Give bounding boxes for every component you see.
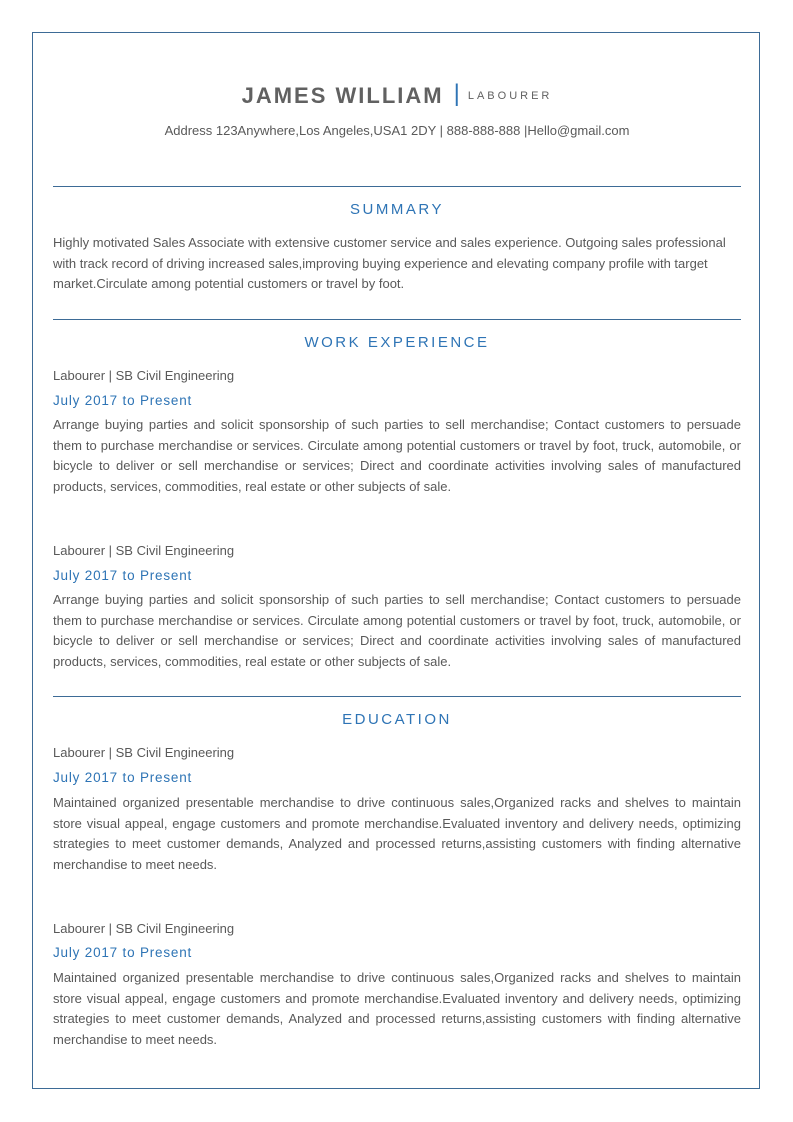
candidate-title: LABOURER bbox=[467, 90, 553, 102]
candidate-name: JAMES WILLIAM bbox=[241, 83, 444, 108]
work-entry-dates: July 2017 to Present bbox=[53, 568, 193, 583]
education-entry-dates: July 2017 to Present bbox=[53, 945, 193, 960]
education-entry-role: Labourer | SB Civil Engineering bbox=[53, 921, 235, 936]
work-entry-description: Arrange buying parties and solicit sponsorship of such parties to sell merchandise; Contact customers to persuade them to purchase merchandise or services. Circulate among potential customers or travel by foot, truck, automobile, or bicycle to deliver or sell merchandise or services; Direct and coordinate activities involving sales of manufactured products, services, commodities, real estate or other subjects of sale. bbox=[53, 592, 741, 670]
summary-heading: SUMMARY bbox=[350, 201, 444, 218]
resume-header bbox=[53, 82, 741, 110]
work-entry-role: Labourer | SB Civil Engineering bbox=[53, 543, 235, 558]
section-divider bbox=[53, 696, 741, 697]
summary-text: Highly motivated Sales Associate with extensive customer service and sales experience. Outgoing sales professional with track record of driving increased sales,improving buying experience and elevating company profile with target market.Circulate among potential customers or travel by foot. bbox=[53, 235, 726, 292]
education-entry-description: Maintained organized presentable merchandise to drive continuous sales,Organized racks and shelves to maintain store visual appeal, engage customers and promote merchandise.Evaluated inventory and delivery needs, optimizing strategies to meet customer demands, Analyzed and processed returns,assisting customers with finding alternative merchandise to meet needs. bbox=[53, 970, 741, 1048]
work-entry-description: Arrange buying parties and solicit sponsorship of such parties to sell merchandise; Contact customers to persuade them to purchase merchandise or services. Circulate among potential customers or travel by foot, truck, automobile, or bicycle to deliver or sell merchandise or services; Direct and coordinate activities involving sales of manufactured products, services, commodities, real estate or other subjects of sale. bbox=[53, 417, 741, 495]
education-entry-description: Maintained organized presentable merchandise to drive continuous sales,Organized racks and shelves to maintain store visual appeal, engage customers and promote merchandise.Evaluated inventory and delivery needs, optimizing strategies to meet customer demands, Analyzed and processed returns,assisting customers with finding alternative merchandise to meet needs. bbox=[53, 795, 741, 873]
section-divider bbox=[53, 186, 741, 187]
education-entry-role: Labourer | SB Civil Engineering bbox=[53, 745, 235, 760]
contact-info: Address 123Anywhere,Los Angeles,USA1 2DY | 888-888-888 |Hello@gmail.com bbox=[164, 123, 630, 138]
header-separator: | bbox=[453, 80, 460, 107]
work-experience-heading: WORK EXPERIENCE bbox=[304, 334, 490, 351]
work-entry-dates: July 2017 to Present bbox=[53, 393, 193, 408]
section-divider bbox=[53, 319, 741, 320]
education-heading: EDUCATION bbox=[342, 711, 452, 728]
education-entry-dates: July 2017 to Present bbox=[53, 770, 193, 785]
work-entry-role: Labourer | SB Civil Engineering bbox=[53, 368, 235, 383]
